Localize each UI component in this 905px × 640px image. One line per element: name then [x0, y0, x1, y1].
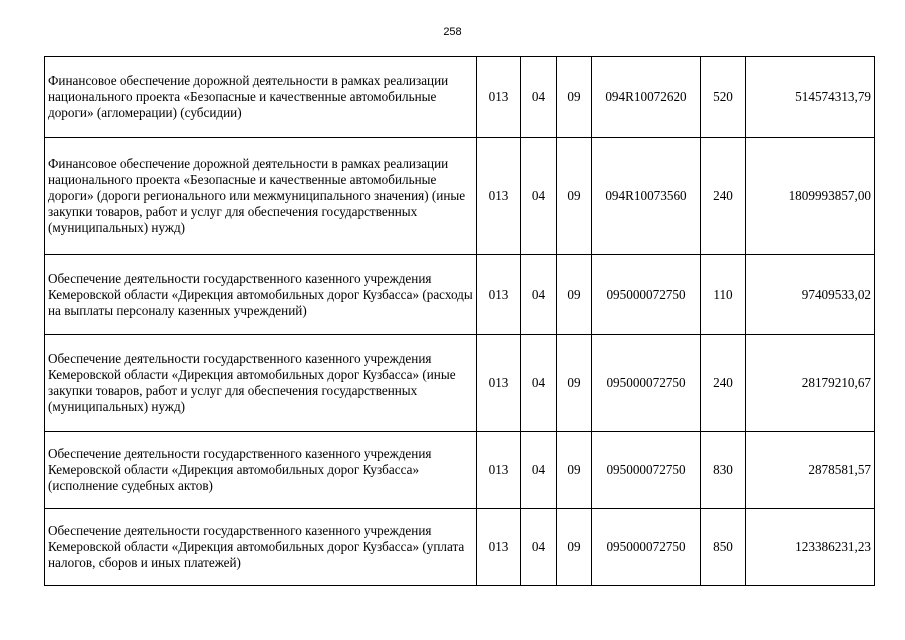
target-article-code: 095000072750 [592, 432, 701, 509]
row-description: Обеспечение деятельности государственного казенного учреждения Кемеровской области «Дирекция автомобильных дорог Кузбасса» (исполнение судебных актов) [45, 432, 477, 509]
ministry-code: 013 [477, 57, 521, 138]
row-description: Обеспечение деятельности государственного казенного учреждения Кемеровской области «Дирекция автомобильных дорог Кузбасса» (иные закупки товаров, работ и услуг для обеспечения государственных (муниципальных) нужд) [45, 335, 477, 432]
section-code: 04 [521, 432, 557, 509]
amount: 514574313,79 [746, 57, 875, 138]
subsection-code: 09 [557, 57, 592, 138]
subsection-code: 09 [557, 138, 592, 255]
ministry-code: 013 [477, 138, 521, 255]
expense-type-code: 830 [701, 432, 746, 509]
expense-type-code: 240 [701, 335, 746, 432]
target-article-code: 094R10072620 [592, 57, 701, 138]
ministry-code: 013 [477, 509, 521, 586]
page-number: 258 [443, 26, 462, 38]
row-description: Обеспечение деятельности государственного казенного учреждения Кемеровской области «Дирекция автомобильных дорог Кузбасса» (расходы на выплаты персоналу казенных учреждений) [45, 255, 477, 335]
expense-type-code: 850 [701, 509, 746, 586]
ministry-code: 013 [477, 255, 521, 335]
row-description: Финансовое обеспечение дорожной деятельности в рамках реализации национального проекта «Безопасные и качественные автомобильные дороги» (дороги регионального или межмуниципального значения) (иные закупки товаров, работ и услуг для обеспечения государственных (муниципальных) нужд) [45, 138, 477, 255]
expense-type-code: 520 [701, 57, 746, 138]
amount: 28179210,67 [746, 335, 875, 432]
section-code: 04 [521, 138, 557, 255]
section-code: 04 [521, 335, 557, 432]
row-description: Обеспечение деятельности государственного казенного учреждения Кемеровской области «Дирекция автомобильных дорог Кузбасса» (уплата налогов, сборов и иных платежей) [45, 509, 477, 586]
table-row [45, 335, 875, 432]
target-article-code: 095000072750 [592, 509, 701, 586]
budget-table [44, 56, 875, 586]
table-row [45, 57, 875, 138]
target-article-code: 094R10073560 [592, 138, 701, 255]
subsection-code: 09 [557, 509, 592, 586]
section-code: 04 [521, 57, 557, 138]
amount: 1809993857,00 [746, 138, 875, 255]
target-article-code: 095000072750 [592, 255, 701, 335]
table-row [45, 432, 875, 509]
amount: 123386231,23 [746, 509, 875, 586]
table-row [45, 255, 875, 335]
target-article-code: 095000072750 [592, 335, 701, 432]
ministry-code: 013 [477, 335, 521, 432]
section-code: 04 [521, 509, 557, 586]
subsection-code: 09 [557, 335, 592, 432]
amount: 97409533,02 [746, 255, 875, 335]
table-row [45, 509, 875, 586]
ministry-code: 013 [477, 432, 521, 509]
table-row [45, 138, 875, 255]
expense-type-code: 240 [701, 138, 746, 255]
section-code: 04 [521, 255, 557, 335]
subsection-code: 09 [557, 432, 592, 509]
row-description: Финансовое обеспечение дорожной деятельности в рамках реализации национального проекта «Безопасные и качественные автомобильные дороги» (агломерации) (субсидии) [45, 57, 477, 138]
expense-type-code: 110 [701, 255, 746, 335]
amount: 2878581,57 [746, 432, 875, 509]
subsection-code: 09 [557, 255, 592, 335]
